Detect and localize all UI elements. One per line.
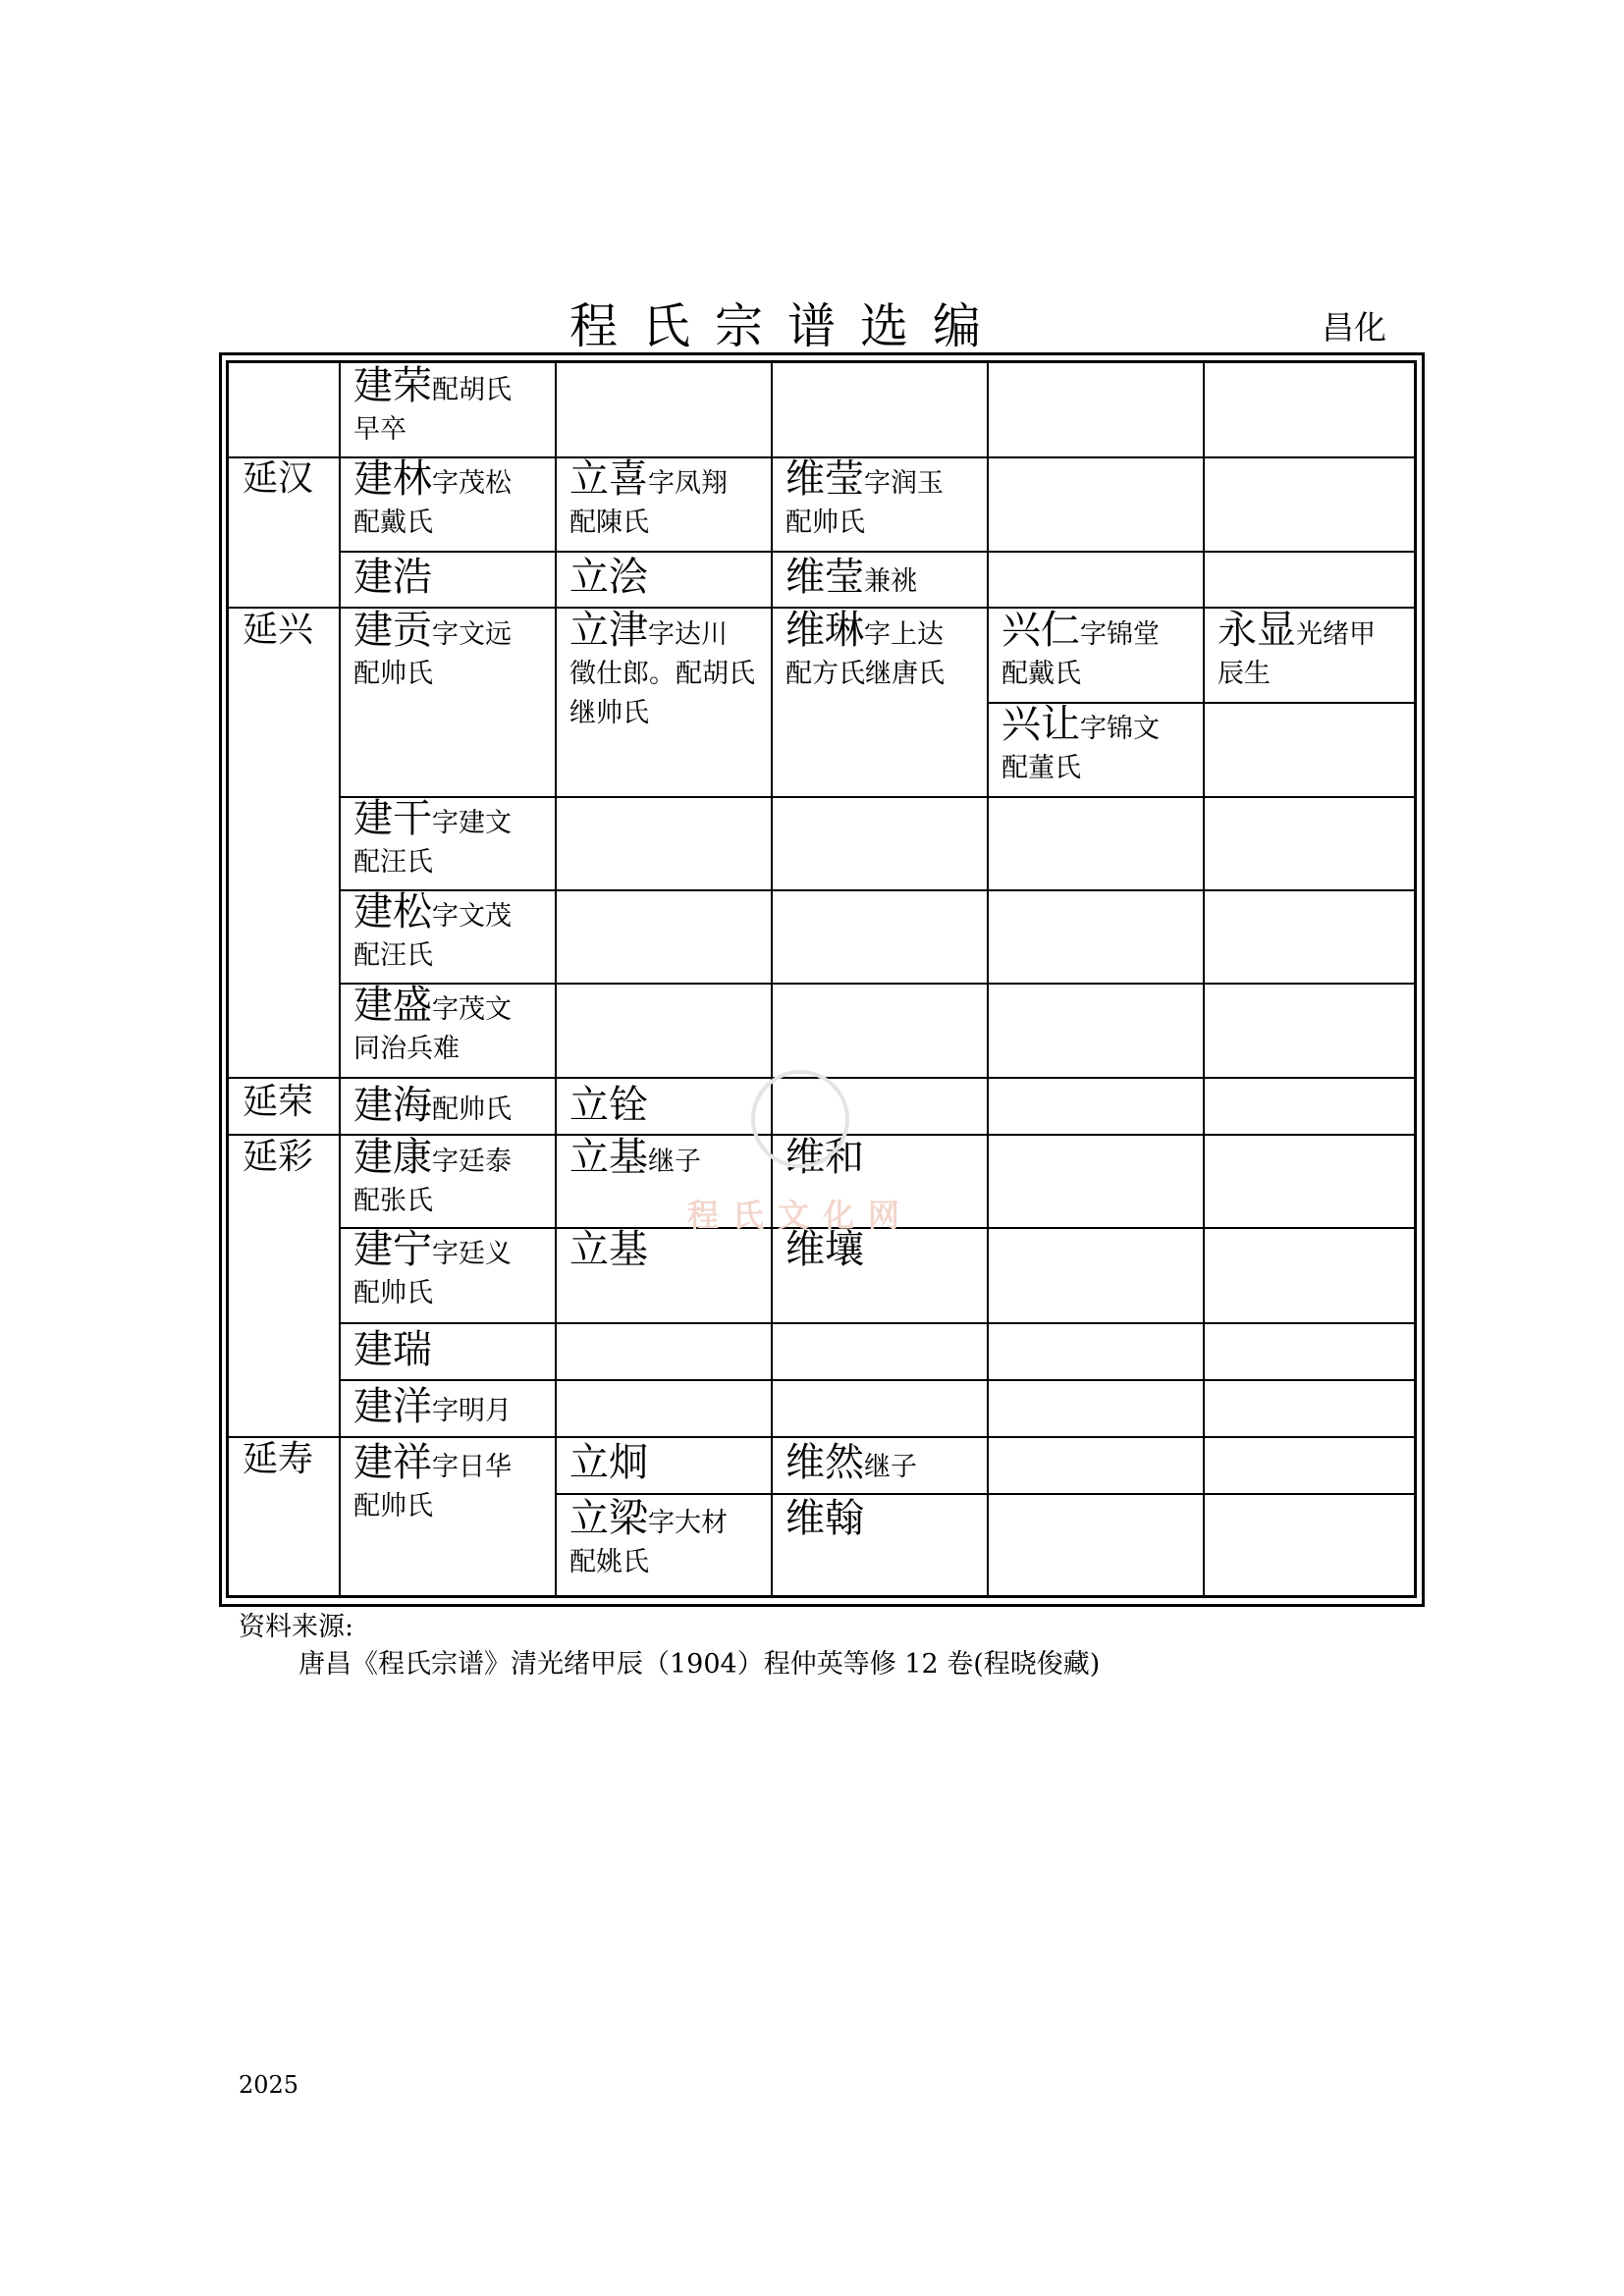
table-cell: 建林字茂松 配戴氏 [353, 456, 512, 538]
watermark-text: 程氏文化网 [687, 1197, 914, 1234]
table-cell: 立梁字大材 配姚氏 [569, 1496, 728, 1577]
source-text: 唐昌《程氏宗谱》清光绪甲辰（1904）程仲英等修 12 卷(程晓俊藏) [298, 1649, 1101, 1680]
column-divider [555, 360, 557, 1598]
table-cell: 兴让字锦文 配董氏 [1001, 702, 1160, 783]
column-divider [771, 360, 773, 1598]
table-cell: 维然继子 [785, 1440, 917, 1485]
column-divider [987, 360, 989, 1598]
watermark-seal [751, 1070, 849, 1168]
row-divider [341, 889, 1416, 891]
column-divider [1203, 360, 1205, 1598]
row-divider [341, 796, 1416, 798]
table-cell: 建康字廷泰 配张氏 [353, 1135, 512, 1216]
table-cell: 维莹字润玉 配帅氏 [785, 456, 944, 538]
table-cell: 维莹兼祧 [785, 555, 917, 600]
row-divider [341, 1322, 1416, 1324]
table-cell: 立浍 [569, 555, 648, 600]
row-divider [341, 983, 1416, 985]
table-cell: 建贡字文远 配帅氏 [353, 608, 512, 689]
table-cell: 立基继子 [569, 1135, 701, 1180]
table-cell: 永显光绪甲 辰生 [1218, 608, 1376, 689]
generation-name: 延寿 [243, 1439, 314, 1479]
row-divider [555, 1493, 1416, 1495]
table-cell: 建祥字日华 配帅氏 [353, 1440, 512, 1522]
source-label: 资料来源: [239, 1612, 354, 1642]
table-cell: 维琳字上达 配方氏继唐氏 [785, 608, 945, 689]
table-cell: 建松字文茂 配汪氏 [353, 889, 512, 971]
generation-name: 延荣 [243, 1082, 314, 1122]
table-cell: 立炯 [569, 1440, 648, 1485]
column-divider [339, 360, 341, 1598]
generation-name: 延兴 [243, 610, 314, 650]
table-cell: 建干字建文 配汪氏 [353, 796, 512, 878]
table-cell: 立喜字凤翔 配陳氏 [569, 456, 728, 538]
table-cell: 建盛字茂文 同治兵难 [353, 983, 512, 1064]
page-number: 2025 [239, 2071, 299, 2099]
row-divider [341, 551, 1416, 553]
row-divider [228, 1436, 1416, 1438]
table-cell: 兴仁字锦堂 配戴氏 [1001, 608, 1160, 689]
table-cell: 维和 [785, 1135, 864, 1180]
generation-name: 延汉 [243, 458, 314, 499]
table-cell: 立津字达川 徵仕郎。配胡氏 继帅氏 [569, 608, 755, 728]
table-cell: 维壤 [785, 1227, 864, 1272]
table-cell: 立基 [569, 1227, 648, 1272]
table-cell: 建瑞 [353, 1327, 432, 1372]
generation-name: 延彩 [243, 1137, 314, 1177]
table-cell: 建浩 [353, 555, 432, 600]
table-cell: 建海配帅氏 [353, 1083, 512, 1128]
row-divider [341, 1379, 1416, 1381]
region-label: 昌化 [1322, 308, 1386, 347]
table-cell: 维翰 [785, 1496, 864, 1541]
table-cell: 建宁字廷义 配帅氏 [353, 1227, 512, 1308]
table-cell: 建洋字明月 [353, 1384, 512, 1429]
table-cell: 立铨 [569, 1083, 648, 1128]
table-cell: 建荣配胡氏 早卒 [353, 363, 512, 445]
page-title: 程氏宗谱选编 [569, 298, 1006, 354]
